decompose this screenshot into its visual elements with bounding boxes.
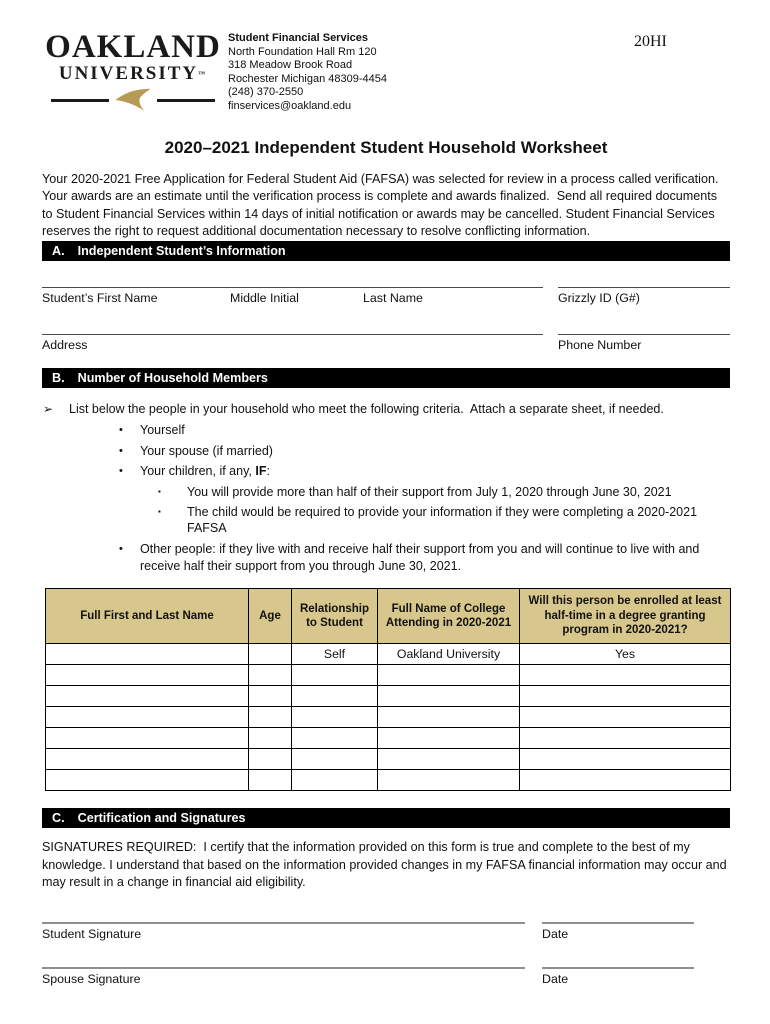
section-b-header (42, 368, 730, 388)
table-row (46, 770, 731, 791)
address-input-line[interactable] (42, 334, 543, 335)
header-relationship: Relationship to Student (292, 589, 378, 644)
contact-address-line3: Rochester Michigan 48309-4454 (228, 72, 387, 85)
bullet-yourself: • Yourself (119, 423, 185, 438)
spouse-date-line[interactable] (542, 967, 694, 969)
household-members-table (45, 588, 731, 791)
bullet-icon: • (119, 444, 123, 457)
phone-group (558, 334, 730, 354)
cell-name[interactable] (46, 644, 249, 665)
contact-address-line1: North Foundation Hall Rm 120 (228, 45, 377, 58)
cell-enrolled: Yes (520, 644, 731, 665)
cell-age[interactable] (249, 665, 292, 686)
spouse-signature-row (42, 967, 730, 986)
table-row (46, 728, 731, 749)
arrow-bullet-icon: ➢ (43, 401, 54, 416)
logo-rule-right (157, 99, 215, 102)
trademark-symbol: ™ (198, 70, 208, 78)
cell-name[interactable] (46, 665, 249, 686)
section-a-label: A. (52, 243, 65, 258)
contact-org: Student Financial Services (228, 32, 368, 44)
cell-age[interactable] (249, 749, 292, 770)
document-body (42, 28, 730, 986)
spouse-signature-label: Spouse Signature (42, 972, 141, 987)
student-signature-line[interactable] (42, 922, 525, 924)
logo-rule-left (51, 99, 109, 102)
bullet-icon: • (119, 465, 123, 478)
date-label: Date (542, 927, 569, 942)
sail-icon (114, 88, 152, 112)
cell-name[interactable] (46, 770, 249, 791)
contact-address-line2: 318 Meadow Brook Road (228, 59, 353, 71)
cell-age[interactable] (249, 707, 292, 728)
table-row (46, 707, 731, 728)
square-bullet-icon: ▪ (158, 507, 161, 517)
section-c-title: Certification and Signatures (77, 811, 246, 826)
phone-label: Phone Number (558, 337, 642, 352)
first-name-label: Student’s First Name (42, 290, 158, 305)
header-age: Age (249, 589, 292, 644)
grizzly-id-group (558, 287, 730, 307)
address-field-row (42, 334, 730, 354)
last-name-label: Last Name (363, 290, 423, 305)
form-code: 20HI (634, 33, 667, 50)
cell-age[interactable] (249, 686, 292, 707)
name-field-row (42, 287, 730, 307)
logo-sail-row (44, 88, 222, 112)
cell-college[interactable] (378, 686, 520, 707)
cell-age[interactable] (249, 728, 292, 749)
header-full-name: Full First and Last Name (46, 589, 249, 644)
section-a-title: Independent Student’s Information (77, 243, 286, 258)
cell-college[interactable] (378, 665, 520, 686)
sub-bullet-fafsa: ▪ The child would be required to provide your information if they were completing a 2020-2021 FAFSA (158, 505, 698, 536)
contact-email: finservices@oakland.edu (228, 99, 352, 112)
cell-college[interactable] (378, 749, 520, 770)
cell-age[interactable] (249, 644, 292, 665)
cell-college[interactable] (378, 707, 520, 728)
contact-phone: (248) 370-2550 (228, 86, 304, 98)
cell-college[interactable] (378, 770, 520, 791)
cell-enrolled[interactable] (520, 686, 731, 707)
address-group (42, 334, 543, 354)
name-fields-group (42, 287, 543, 307)
spouse-signature-line[interactable] (42, 967, 525, 969)
bullet-icon: • (119, 424, 123, 437)
cell-enrolled[interactable] (520, 665, 731, 686)
instruction-text: List below the people in your household who meet the following criteria. Attach a separate sheet, if needed. (69, 401, 664, 416)
cell-enrolled[interactable] (520, 728, 731, 749)
grizzly-id-input-line[interactable] (558, 287, 730, 288)
cell-relationship[interactable] (292, 686, 378, 707)
cell-name[interactable] (46, 686, 249, 707)
table-row-self (46, 644, 731, 665)
phone-input-line[interactable] (558, 334, 730, 335)
header (42, 28, 730, 132)
student-signature-row (42, 922, 730, 941)
table-row (46, 686, 731, 707)
section-c-label: C. (52, 811, 65, 826)
cell-relationship: Self (292, 644, 378, 665)
section-b-label: B. (52, 370, 65, 385)
page-title: 2020–2021 Independent Student Household Worksheet (164, 138, 608, 157)
section-a-header (42, 241, 730, 261)
cell-age[interactable] (249, 770, 292, 791)
date-label: Date (542, 972, 569, 987)
logo-wordmark-oakland: OAKLAND (45, 29, 221, 65)
oakland-university-logo (44, 30, 222, 112)
cell-name[interactable] (46, 707, 249, 728)
cell-relationship[interactable] (292, 728, 378, 749)
address-label: Address (42, 337, 88, 352)
cell-enrolled[interactable] (520, 770, 731, 791)
section-b-title: Number of Household Members (77, 370, 268, 385)
cell-college[interactable] (378, 728, 520, 749)
table-row (46, 749, 731, 770)
cell-enrolled[interactable] (520, 749, 731, 770)
sub-bullet-support: ▪ You will provide more than half of their support from July 1, 2020 through June 30, 2021 (158, 484, 672, 499)
bullet-icon: • (119, 543, 123, 556)
student-signature-label: Student Signature (42, 927, 142, 942)
cell-name[interactable] (46, 749, 249, 770)
bullet-spouse: • Your spouse (if married) (119, 443, 273, 458)
table-row (46, 665, 731, 686)
name-input-line[interactable] (42, 287, 543, 288)
bullet-children: • Your children, if any, IF: (119, 464, 270, 479)
intro-paragraph: Your 2020-2021 Free Application for Federal Student Aid (FAFSA) was selected for review in a process called verification. Your awards are an estimate until the verification process is complete and awards finalized. Send all required documents to Student Financial Services within 14 days of initial notification or awards may be cancelled. Student Financial Services reserves the right to request additional documentation necessary to resolve conflicting information. (42, 172, 722, 239)
contact-block (228, 32, 387, 113)
section-c-header (42, 808, 730, 828)
household-instruction (42, 401, 730, 418)
cell-enrolled[interactable] (520, 707, 731, 728)
bold-if: IF (255, 464, 267, 479)
grizzly-id-label: Grizzly ID (G#) (558, 290, 640, 305)
bullet-other-people: • Other people: if they live with and receive half their support from you and will continue to live with and receive half their support from you through June 30, 2021. (119, 542, 700, 574)
cell-college: Oakland University (378, 644, 520, 665)
student-date-line[interactable] (542, 922, 694, 924)
middle-initial-label: Middle Initial (230, 290, 299, 305)
table-header-row (46, 589, 731, 644)
certification-statement: SIGNATURES REQUIRED: I certify that the information provided on this form is true and complete to the best of my knowledge. I understand that based on the information provided changes in my FAFSA financial information may occur and may result in a change in financial aid eligibility. (42, 840, 731, 889)
cell-relationship[interactable] (292, 770, 378, 791)
logo-wordmark-university: UNIVERSITY™ (58, 63, 208, 84)
header-college: Full Name of College Attending in 2020-2021 (378, 589, 520, 644)
cell-relationship[interactable] (292, 665, 378, 686)
cell-relationship[interactable] (292, 707, 378, 728)
cell-relationship[interactable] (292, 749, 378, 770)
header-enrolled: Will this person be enrolled at least half-time in a degree granting program in 2020-2021? (520, 589, 731, 644)
square-bullet-icon: ▪ (158, 486, 161, 496)
cell-name[interactable] (46, 728, 249, 749)
